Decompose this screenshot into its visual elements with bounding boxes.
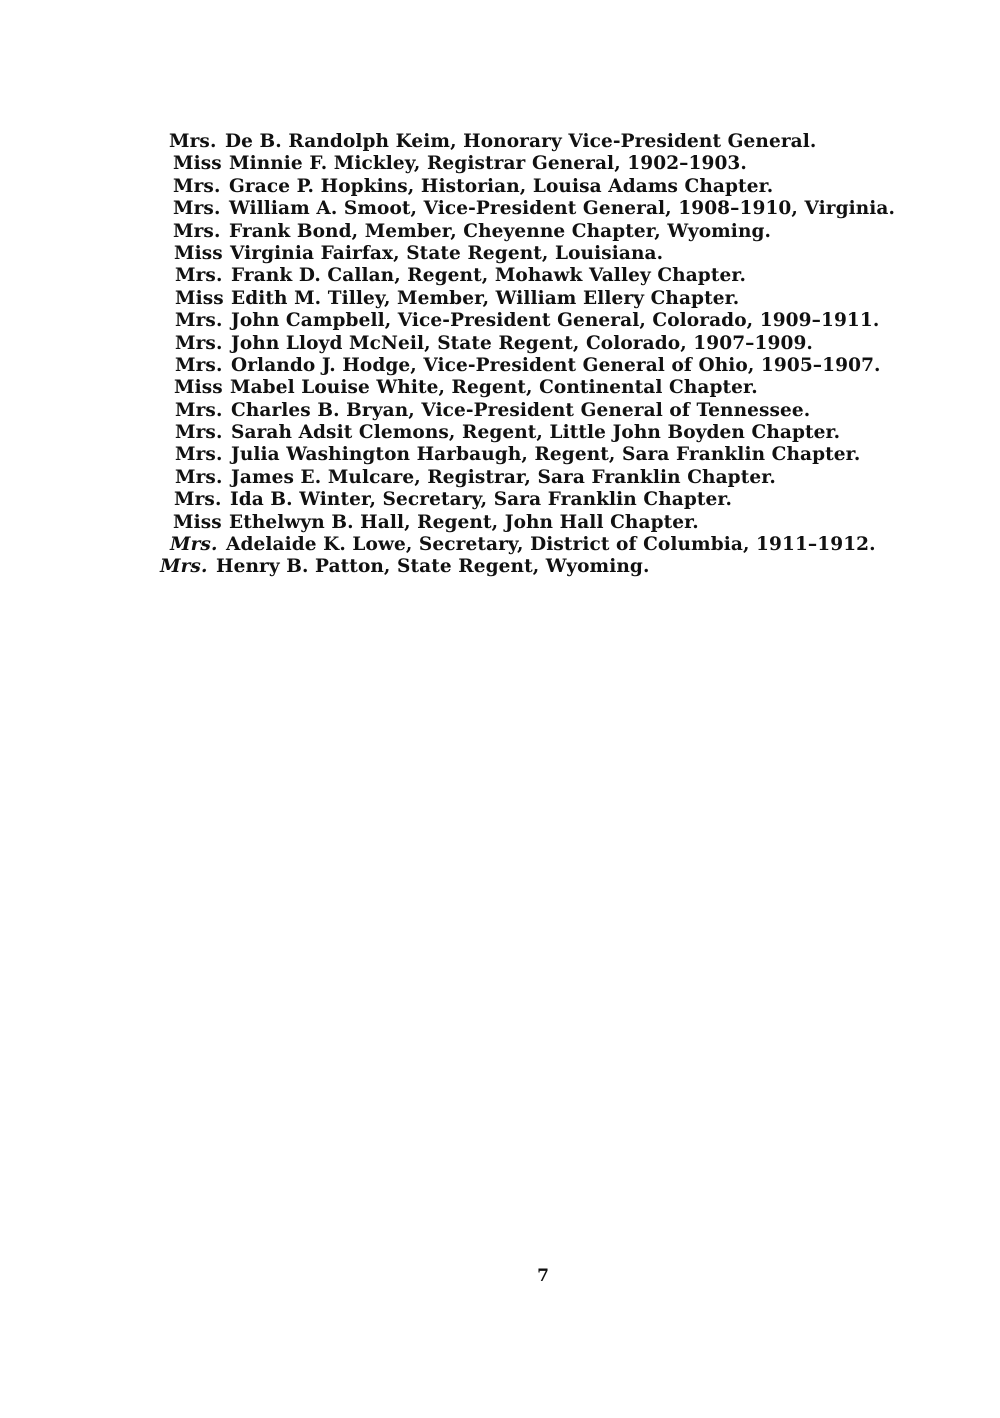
entry-text: Henry B. Patton, State Regent, Wyoming. [216,556,650,578]
list-item [160,467,920,489]
entry-title: Mrs. [175,332,223,354]
entry-title: Miss [174,377,223,399]
entry-text: Frank Bond, Member, Cheyenne Chapter, Wyoming. [229,220,772,242]
list-item [160,422,920,444]
entry-title: Miss [175,287,224,309]
entry-text: Orlando J. Hodge, Vice-President General of Ohio, 1905–1907. [231,354,881,376]
entry-text: Sarah Adsit Clemons, Regent, Little John Boyden Chapter. [231,422,841,444]
entry-text: Minnie F. Mickley, Registrar General, 1902–1903. [229,153,747,175]
entry-text: Frank D. Callan, Regent, Mohawk Valley Chapter. [231,265,747,287]
entry-title: Mrs. [175,444,223,466]
page-number: 7 [537,1266,549,1286]
entry-text: Edith M. Tilley, Member, William Ellery Chapter. [231,287,740,309]
entry-title: Mrs. [160,556,208,578]
entry-title: Mrs. [169,131,217,152]
entry-title: Mrs. [175,422,223,444]
list-item [160,556,920,578]
entry-text: Grace P. Hopkins, Historian, Louisa Adams Chapter. [229,175,774,197]
entry-text: Ida B. Winter, Secretary, Sara Franklin Chapter. [230,489,733,511]
list-item [160,221,920,243]
list-item [160,377,920,399]
entry-text: William A. Smoot, Vice-President General, 1908–1910, Virginia. [229,198,896,220]
list-item [160,243,920,265]
list-item [160,310,920,332]
honoree-list [160,131,920,579]
list-item [160,153,920,175]
entry-title: Mrs. [175,354,223,376]
entry-text: De B. Randolph Keim, Honorary Vice-President General. [225,131,817,152]
list-item [160,355,920,377]
entry-title: Mrs. [175,399,223,421]
entry-title: Mrs. [175,265,223,287]
list-item [160,400,920,422]
list-item [160,176,920,198]
list-item [160,489,920,511]
list-item [160,131,920,153]
entry-text: Julia Washington Harbaugh, Regent, Sara Franklin Chapter. [231,444,861,466]
list-item [160,288,920,310]
entry-text: Mabel Louise White, Regent, Continental Chapter. [230,377,758,399]
entry-text: Ethelwyn B. Hall, Regent, John Hall Chapter. [229,511,699,533]
entry-text: James E. Mulcare, Registrar, Sara Franklin Chapter. [231,466,776,488]
list-item [160,265,920,287]
list-item [160,444,920,466]
entry-title: Mrs. [175,310,223,332]
entry-text: Adelaide K. Lowe, Secretary, District of Columbia, 1911–1912. [226,534,876,556]
list-item [160,512,920,534]
entry-title: Mrs. [173,220,221,242]
entry-text: John Campbell, Vice-President General, Colorado, 1909–1911. [231,310,880,332]
entry-title: Mrs. [170,534,218,556]
entry-title: Miss [174,242,223,264]
list-item [160,333,920,355]
list-item [160,534,920,556]
entry-title: Mrs. [174,489,222,511]
list-item [160,198,920,220]
entry-title: Mrs. [175,466,223,488]
entry-text: Charles B. Bryan, Vice-President General of Tennessee. [231,399,811,421]
entry-title: Mrs. [173,198,221,220]
entry-text: Virginia Fairfax, State Regent, Louisiana. [230,242,664,264]
entry-text: John Lloyd McNeil, State Regent, Colorado, 1907–1909. [231,332,813,354]
entry-title: Miss [173,511,222,533]
entry-title: Miss [173,153,222,175]
entry-title: Mrs. [173,175,221,197]
